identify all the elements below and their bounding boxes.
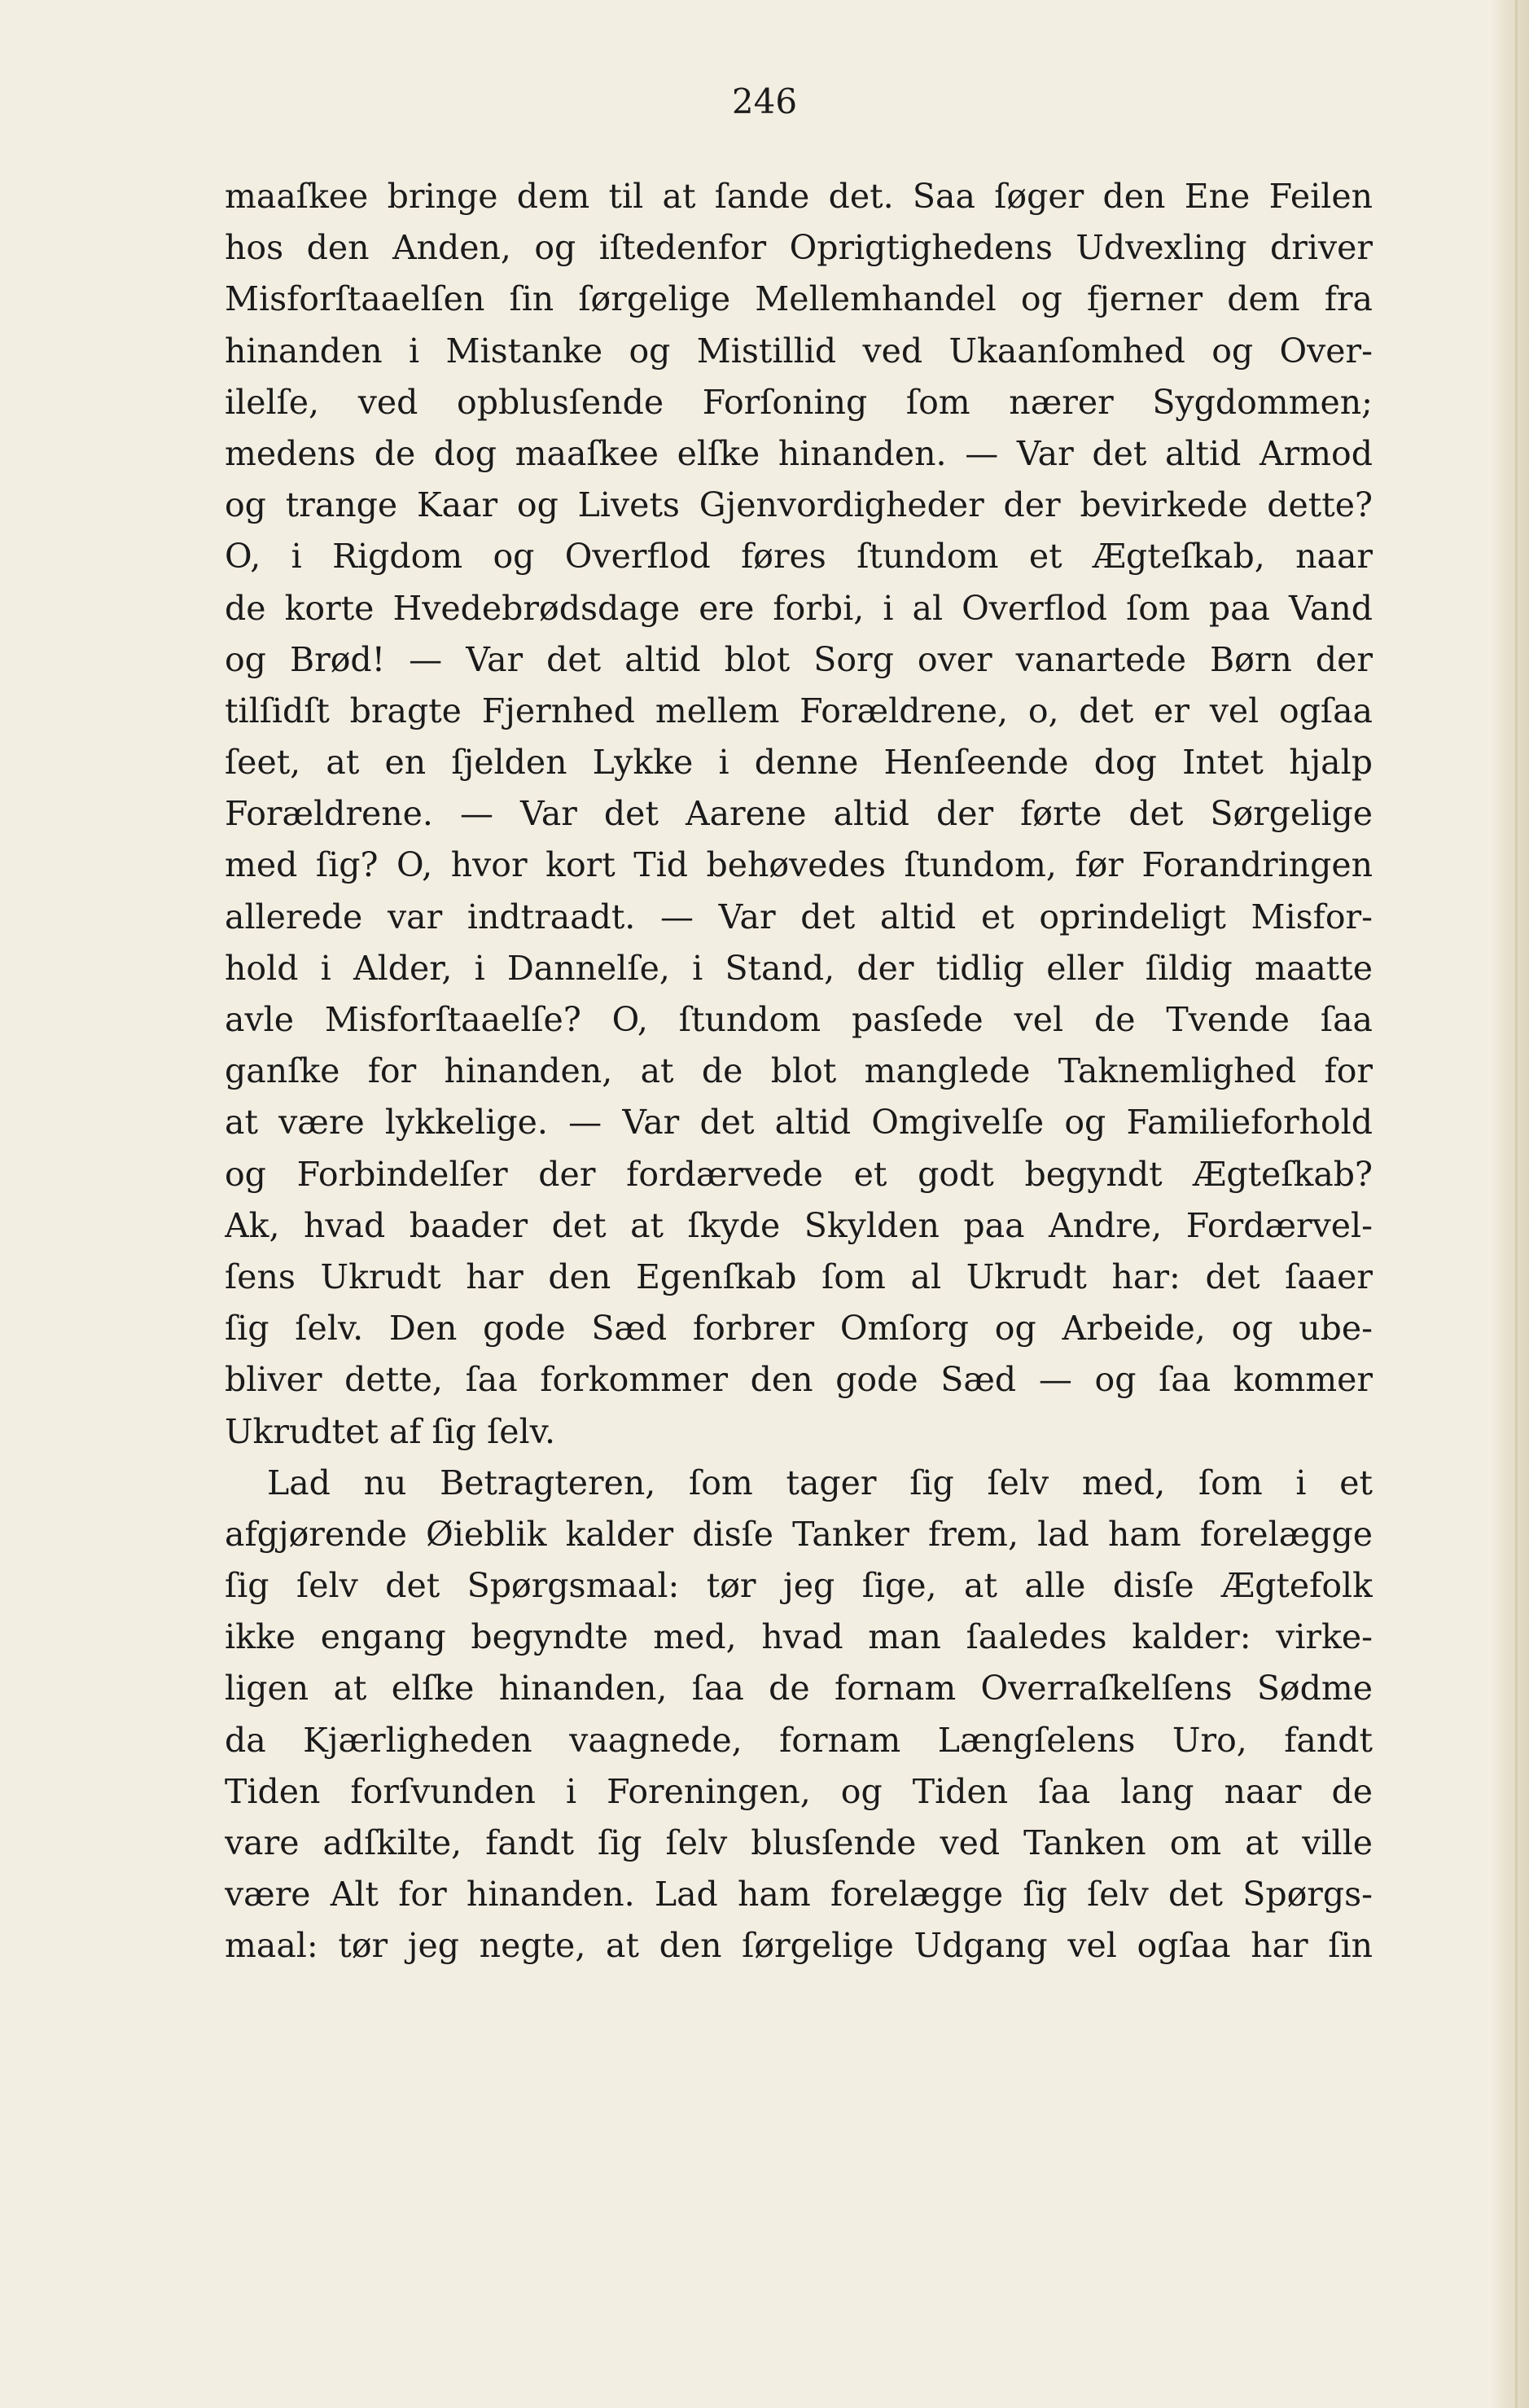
text-line: med ſig? O, hvor kort Tid behøvedes ſtundom, før Forandringen <box>225 845 1373 885</box>
text-line: hinanden i Mistanke og Mistillid ved Ukaanſomhed og Over- <box>225 331 1373 371</box>
text-line: hold i Alder, i Dannelſe, i Stand, der tidlig eller ſildig maatte <box>225 948 1373 988</box>
text-line: maal: tør jeg negte, at den ſørgelige Udgang vel ogſaa har ſin <box>225 1926 1373 1966</box>
text-line: ſig ſelv. Den gode Sæd forbrer Omſorg og Arbeide, og ube- <box>225 1309 1373 1349</box>
text-line: avle Misforſtaaelſe? O, ſtundom pasſede vel de Tvende ſaa <box>225 1000 1373 1039</box>
text-line-paragraph-end: Ukrudtet af ſig ſelv. <box>225 1411 555 1451</box>
text-line: ligen at elſke hinanden, ſaa de fornam Overraſkelſens Sødme <box>225 1669 1373 1708</box>
text-line: bliver dette, ſaa forkommer den gode Sæd — og ſaa kommer <box>225 1360 1373 1400</box>
text-line: O, i Rigdom og Overflod føres ſtundom et Ægteſkab, naar <box>225 537 1373 577</box>
text-line: ſeet, at en ſjelden Lykke i denne Henſeende dog Intet hjalp <box>225 743 1373 783</box>
text-line-paragraph-start: Lad nu Betragteren, ſom tager ſig ſelv med, ſom i et <box>267 1463 1373 1502</box>
text-line: og Forbindelſer der fordærvede et godt begyndt Ægteſkab? <box>225 1154 1373 1194</box>
page-number: 246 <box>731 81 798 121</box>
text-line: allerede var indtraadt. — Var det altid et oprindeligt Misfor- <box>225 897 1373 936</box>
text-line: Misforſtaaelſen ſin ſørgelige Mellemhandel og fjerner dem fra <box>225 279 1373 319</box>
text-line: være Alt for hinanden. Lad ham forelægge ſig ſelv det Spørgs- <box>225 1875 1373 1915</box>
text-line: ikke engang begyndte med, hvad man ſaaledes kalder: virke- <box>225 1617 1373 1657</box>
text-line: Tiden forſvunden i Foreningen, og Tiden ſaa lang naar de <box>225 1771 1373 1811</box>
text-line: ilelſe, ved opblusſende Forſoning ſom nærer Sygdommen; <box>225 382 1373 422</box>
text-line: maaſkee bringe dem til at ſande det. Saa ſøger den Ene Feilen <box>225 177 1373 216</box>
text-line: ſig ſelv det Spørgsmaal: tør jeg ſige, at alle disſe Ægtefolk <box>225 1566 1373 1606</box>
text-line: de korte Hvedebrødsdage ere forbi, i al Overflod ſom paa Vand <box>225 588 1373 628</box>
text-line: Forældrene. — Var det Aarene altid der førte det Sørgelige <box>225 794 1373 834</box>
text-line: at være lykkelige. — Var det altid Omgivelſe og Familieforhold <box>225 1103 1373 1143</box>
text-line: vare adſkilte, fandt ſig ſelv blusſende ved Tanken om at ville <box>225 1823 1373 1862</box>
text-line: ganſke for hinanden, at de blot manglede Taknemlighed for <box>225 1051 1373 1091</box>
text-line: da Kjærligheden vaagnede, fornam Længſelens Uro, fandt <box>225 1720 1373 1760</box>
body-text <box>225 171 1373 1972</box>
page-edge-line <box>1515 0 1518 2408</box>
text-line: ſens Ukrudt har den Egenſkab ſom al Ukrudt har: det ſaaer <box>225 1257 1373 1296</box>
text-line: Ak, hvad baader det at ſkyde Skylden paa Andre, Fordærvel- <box>225 1205 1373 1245</box>
page-edge-shadow <box>1490 0 1529 2408</box>
text-line: afgjørende Øieblik kalder disſe Tanker frem, lad ham forelægge <box>225 1514 1373 1554</box>
text-line: og trange Kaar og Livets Gjenvordigheder der bevirkede dette? <box>225 485 1373 525</box>
text-line: tilſidſt bragte Fjernhed mellem Forældrene, o, det er vel ogſaa <box>225 691 1373 730</box>
text-line: medens de dog maaſkee elſke hinanden. — Var det altid Armod <box>225 433 1373 473</box>
text-line: hos den Anden, og iſtedenfor Oprigtighedens Udvexling driver <box>225 228 1373 268</box>
text-line: og Brød! — Var det altid blot Sorg over vanartede Børn der <box>225 639 1373 679</box>
